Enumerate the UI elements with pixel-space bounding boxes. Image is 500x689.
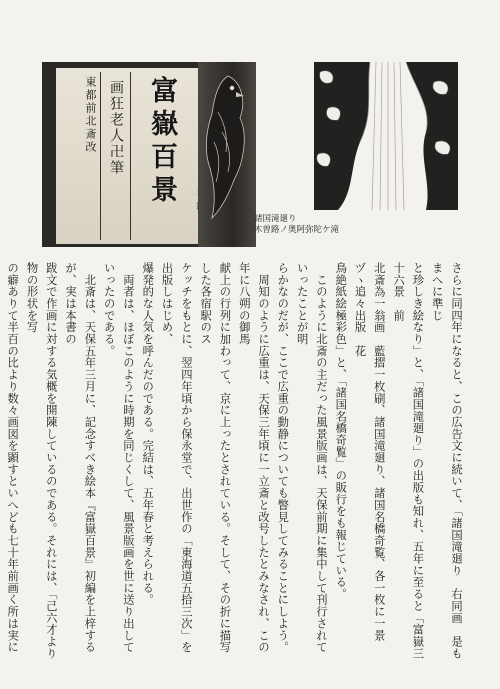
text-column: 北斎為一翁画 藍摺一枚刷、諸国滝廻り、諸国名橋奇覧、各一枚に一景ヅヽ追々出版 花 <box>353 262 386 642</box>
figure-caption <box>254 214 464 236</box>
waterfall-illustration <box>314 62 458 210</box>
text-column: らかなのだが、ここで広重の動静についても瞥見してみることにしよう。 <box>276 262 290 654</box>
text-column: 両者は、ほぼこのように時期を同じくして、風景版画を世に送り出していったのである。 <box>102 262 135 654</box>
cover-side-text: 東都前北斎改 <box>84 76 97 154</box>
body-text <box>6 262 466 664</box>
caption-line: 諸国滝廻り <box>254 214 297 224</box>
cover-rule <box>100 72 101 240</box>
text-column: 周知のように広重は、天保三年頃に一立斎と改号したとみなされ、この年に八朔の御馬 <box>237 262 271 654</box>
text-column: 爆発的な人気を呼んだのである。完結は、五年春と考えられる。 <box>141 262 155 606</box>
text-column: 献上の行列に加わって、京に上ったとされている。そして、その折に描写した各宿駅のス <box>199 262 232 654</box>
text-column: さらに同四年になると、この広告文に続いて、「諸国滝廻り 右同画 是もまへに準じ <box>430 262 463 660</box>
text-column: ケッチをもとに、翌四年頃から保永堂で、出世作の「東海道五拾三次」を出版しはじめ、 <box>160 262 193 654</box>
text-column: このように北斎の主だった風景版画は、天保前期に集中して刊行されていったことが明 <box>295 262 328 654</box>
caption-line: 木曽路ノ奥阿弥陀ケ滝 <box>254 225 340 235</box>
fugaku-hyakkei-cover-image <box>42 62 256 247</box>
text-column: 鳥絶紙絵極彩色」と、「諸国名橋奇覧」の販行をも報じている。 <box>334 262 348 600</box>
waterfall-print-image <box>314 62 458 210</box>
hawk-illustration <box>198 72 250 222</box>
text-column: と珍しき絵なり」と、「諸国滝廻り」の出版も知れ、五年に至ると「富嶽三十六景 前 <box>392 262 425 660</box>
text-column: 北斎は、天保五年三月に、記念すべき絵本『富嶽百景』初編を上梓するが、実は本書の <box>64 262 97 654</box>
cover-rule <box>130 72 131 240</box>
text-column: 跋文で作画に対する気概を開陳しているのである。それには、「己六才より物の形状を写 <box>25 262 58 660</box>
cover-subtitle: 画狂老人卍筆 <box>108 80 124 176</box>
text-column: の癖ありて半百の比より数々画図を顕すといへども七十年前画く所は実に <box>6 262 20 654</box>
cover-title: 富嶽百景 <box>146 76 177 208</box>
